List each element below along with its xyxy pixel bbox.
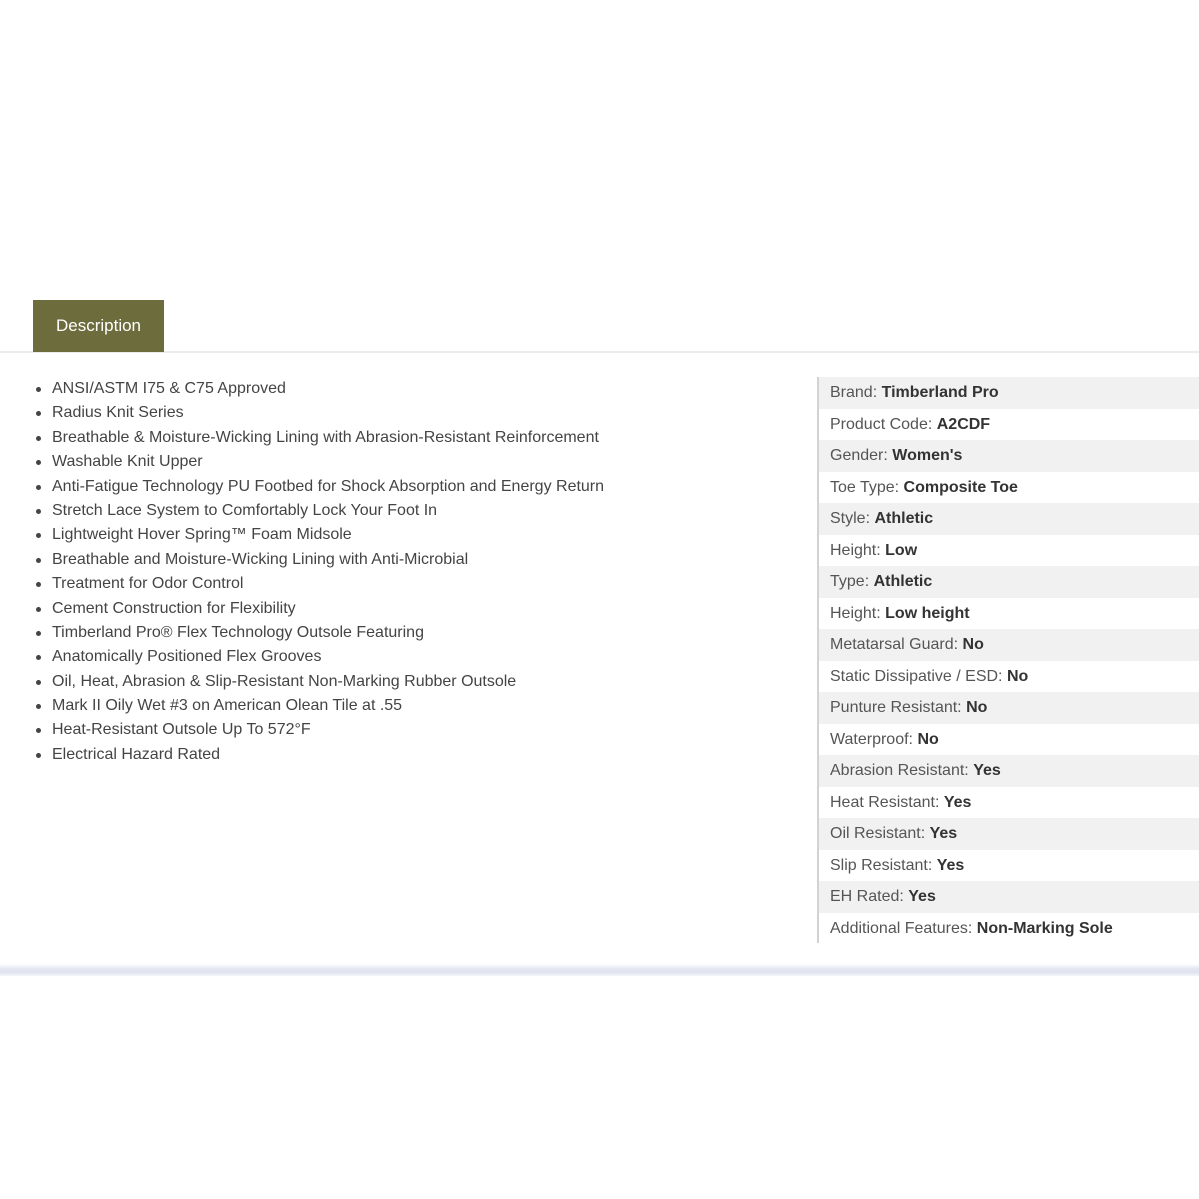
list-item: Cement Construction for Flexibility <box>52 597 800 621</box>
spec-value: Women's <box>892 447 963 464</box>
spec-label: Type: <box>830 573 870 590</box>
spec-value: No <box>917 730 939 748</box>
list-item: ANSI/ASTM I75 & C75 Approved <box>52 377 800 401</box>
spec-table <box>817 377 1199 943</box>
spec-row-oil-resistant <box>819 818 1199 850</box>
spec-value: No <box>1006 667 1029 685</box>
spec-value: Yes <box>929 825 958 842</box>
spec-label: Brand: <box>830 384 878 401</box>
spec-label: Slip Resistant: <box>830 856 933 874</box>
list-item: Oil, Heat, Abrasion & Slip-Resistant Non-Marking Rubber Outsole <box>52 670 800 694</box>
spec-label: Abrasion Resistant: <box>830 762 969 779</box>
spec-row-gender <box>819 440 1199 472</box>
spec-label: Oil Resistant: <box>830 825 926 842</box>
spec-label: Metatarsal Guard: <box>830 636 959 653</box>
spec-value: Low height <box>885 604 970 622</box>
spec-label: Static Dissipative / ESD: <box>830 667 1003 685</box>
spec-value: Athletic <box>873 573 933 590</box>
list-item: Radius Knit Series <box>52 401 800 425</box>
spec-row-height <box>819 535 1199 567</box>
tab-description[interactable]: Description <box>33 300 164 352</box>
spec-label: Waterproof: <box>830 730 913 748</box>
spec-value: Composite Toe <box>903 478 1018 496</box>
list-item: Breathable and Moisture-Wicking Lining with Anti-Microbial <box>52 548 800 572</box>
list-item: Breathable & Moisture-Wicking Lining with Abrasion-Resistant Reinforcement <box>52 426 800 450</box>
spec-label: Height: <box>830 541 881 559</box>
list-item: Stretch Lace System to Comfortably Lock Your Foot In <box>52 499 800 523</box>
tab-bar <box>0 300 1199 353</box>
spec-row-heat-resistant <box>819 787 1199 819</box>
spec-value: Yes <box>936 856 965 874</box>
list-item: Heat-Resistant Outsole Up To 572°F <box>52 718 800 742</box>
spec-row-slip-resistant <box>819 850 1199 882</box>
spec-row-toe-type <box>819 472 1199 504</box>
list-item: Mark II Oily Wet #3 on American Olean Tile at .55 <box>52 694 800 718</box>
spec-row-abrasion-resistant <box>819 755 1199 787</box>
list-item: Timberland Pro® Flex Technology Outsole Featuring <box>52 621 800 645</box>
spec-row-puncture-resistant <box>819 692 1199 724</box>
spec-label: Product Code: <box>830 415 933 433</box>
spec-label: EH Rated: <box>830 888 904 905</box>
spec-row-style <box>819 503 1199 535</box>
spec-row-height-detail <box>819 598 1199 630</box>
spec-label: Heat Resistant: <box>830 793 940 811</box>
spec-value: Yes <box>973 762 1001 779</box>
spec-row-brand <box>819 377 1199 409</box>
list-item: Washable Knit Upper <box>52 450 800 474</box>
spec-label: Style: <box>830 510 871 527</box>
spec-row-product-code <box>819 409 1199 441</box>
spec-value: A2CDF <box>936 415 991 433</box>
spec-label: Toe Type: <box>830 478 900 496</box>
spec-row-waterproof <box>819 724 1199 756</box>
spec-row-metatarsal-guard <box>819 629 1199 661</box>
spec-row-type <box>819 566 1199 598</box>
spec-value: No <box>966 699 988 716</box>
spec-label: Gender: <box>830 447 888 464</box>
spec-row-eh-rated <box>819 881 1199 913</box>
spec-value: Low <box>885 541 918 559</box>
spec-row-static-dissipative <box>819 661 1199 693</box>
list-item: Electrical Hazard Rated <box>52 743 800 767</box>
feature-list <box>0 377 800 767</box>
spec-value: Non-Marking Sole <box>976 919 1113 937</box>
list-item: Lightweight Hover Spring™ Foam Midsole <box>52 523 800 547</box>
list-item: Anti-Fatigue Technology PU Footbed for Shock Absorption and Energy Return <box>52 475 800 499</box>
list-item: Anatomically Positioned Flex Grooves <box>52 645 800 669</box>
spec-value: Timberland Pro <box>881 384 999 401</box>
list-item: Treatment for Odor Control <box>52 572 800 596</box>
spec-label: Height: <box>830 604 881 622</box>
spec-label: Punture Resistant: <box>830 699 962 716</box>
spec-value: No <box>962 636 984 653</box>
spec-row-additional-features <box>819 913 1199 945</box>
spec-label: Additional Features: <box>830 919 973 937</box>
spec-value: Athletic <box>874 510 934 527</box>
spec-value: Yes <box>908 888 936 905</box>
spec-value: Yes <box>943 793 972 811</box>
page-bottom-divider <box>0 964 1199 976</box>
